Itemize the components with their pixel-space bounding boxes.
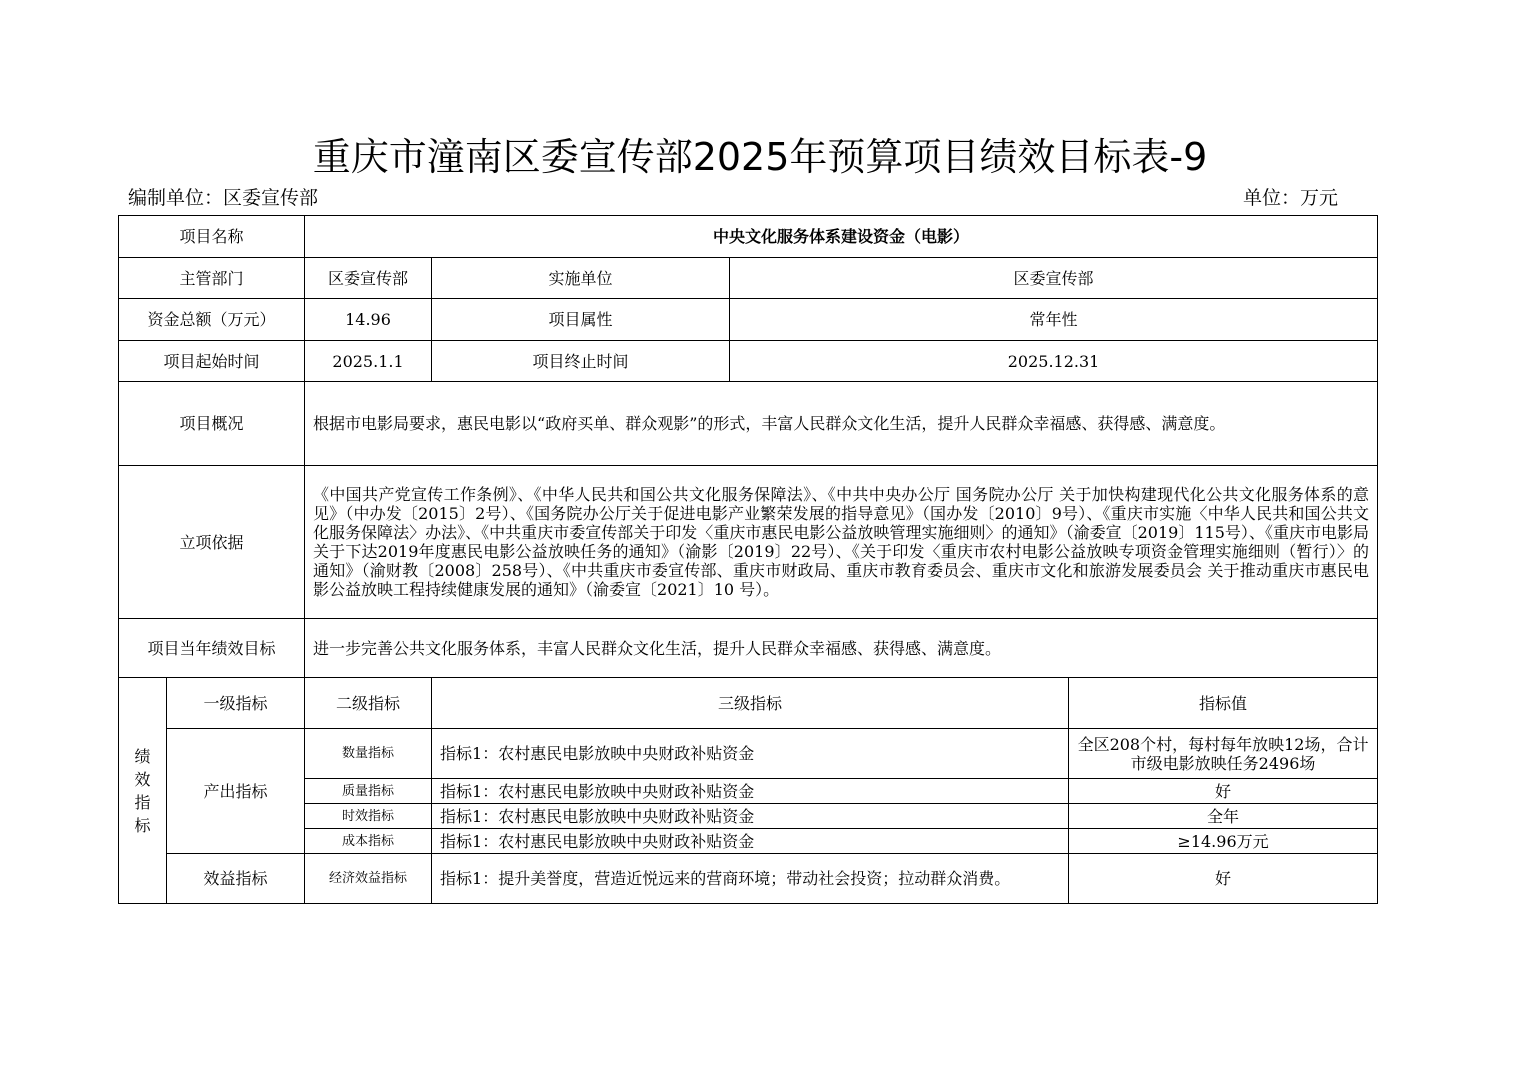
- overview-value: 根据市电影局要求，惠民电影以“政府买单、群众观影”的形式，丰富人民群众文化生活，提升人民群众幸福感、获得感、满意度。: [305, 382, 1378, 466]
- indicator-level2: 经济效益指标: [305, 854, 432, 904]
- row-project-name: [119, 216, 1378, 258]
- side-char: 绩: [134, 746, 151, 766]
- indicator-row: [119, 854, 1378, 904]
- basis-value: 《中国共产党宣传工作条例》、《中华人民共和国公共文化服务保障法》、《中共中央办公厅 国务院办公厅 关于加快构建现代化公共文化服务体系的意见》（中办发〔2015〕2号）、《国务院办公厅关于促进电影产业繁荣发展的指导意见》（国办发〔2010〕9号）、《重庆市实施〈中华人民共和国公共文化服务保障法〉办法》、《中共重庆市委宣传部关于印发〈重庆市惠民电影公益放映管理实施细则〉的通知》（渝委宣〔2019〕115号）、《重庆市电影局关于下达2019年度惠民电影公益放映任务的通知》（渝影〔2019〕22号）、《关于印发〈重庆市农村电影公益放映专项资金管理实施细则（暂行）〉的通知》（渝财教〔2008〕258号）、《中共重庆市委宣传部、重庆市财政局、重庆市教育委员会、重庆市文化和旅游发展委员会 关于推动重庆市惠民电影公益放映工程持续健康发展的通知》（渝委宣〔2021〕10 号）。: [305, 466, 1378, 619]
- indicator-side-label: [119, 678, 167, 904]
- attr-value: 常年性: [730, 299, 1378, 341]
- indicator-row: [119, 804, 1378, 829]
- row-department: [119, 258, 1378, 299]
- project-name-value: 中央文化服务体系建设资金（电影）: [305, 216, 1378, 258]
- indicator-level3: 指标1：农村惠民电影放映中央财政补贴资金: [432, 729, 1069, 779]
- indicator-header-row: [119, 678, 1378, 729]
- end-label: 项目终止时间: [432, 341, 730, 382]
- indicator-level2: 时效指标: [305, 804, 432, 829]
- compile-unit: 编制单位：区委宣传部: [128, 187, 319, 209]
- indicator-level2: 数量指标: [305, 729, 432, 779]
- indicator-value: 好: [1069, 854, 1378, 904]
- indicator-level2: 质量指标: [305, 779, 432, 804]
- indicator-value: ≥14.96万元: [1069, 829, 1378, 854]
- row-goal: [119, 619, 1378, 678]
- start-value: 2025.1.1: [305, 341, 432, 382]
- page-title: 重庆市潼南区委宣传部2025年预算项目绩效目标表-9: [312, 135, 1208, 179]
- performance-table: [118, 215, 1378, 904]
- dept-label: 主管部门: [119, 258, 305, 299]
- side-char: 标: [134, 815, 151, 835]
- start-label: 项目起始时间: [119, 341, 305, 382]
- fund-label: 资金总额（万元）: [119, 299, 305, 341]
- header-value: 指标值: [1069, 678, 1378, 729]
- header-level1: 一级指标: [167, 678, 305, 729]
- benefit-indicator-label: 效益指标: [167, 854, 305, 904]
- side-char: 效: [134, 769, 151, 789]
- project-name-label: 项目名称: [119, 216, 305, 258]
- header-level2: 二级指标: [305, 678, 432, 729]
- row-overview: [119, 382, 1378, 466]
- side-char: 指: [134, 792, 151, 812]
- attr-label: 项目属性: [432, 299, 730, 341]
- output-indicator-label: 产出指标: [167, 729, 305, 854]
- indicator-level2: 成本指标: [305, 829, 432, 854]
- header-level3: 三级指标: [432, 678, 1069, 729]
- goal-label: 项目当年绩效目标: [119, 619, 305, 678]
- impl-label: 实施单位: [432, 258, 730, 299]
- indicator-level3: 指标1：农村惠民电影放映中央财政补贴资金: [432, 829, 1069, 854]
- dept-value: 区委宣传部: [305, 258, 432, 299]
- currency-unit: 单位：万元: [1242, 187, 1338, 209]
- end-value: 2025.12.31: [730, 341, 1378, 382]
- indicator-value: 全区208个村，每村每年放映12场，合计市级电影放映任务2496场: [1069, 729, 1378, 779]
- row-dates: [119, 341, 1378, 382]
- indicator-level3: 指标1：提升美誉度，营造近悦远来的营商环境；带动社会投资；拉动群众消费。: [432, 854, 1069, 904]
- basis-label: 立项依据: [119, 466, 305, 619]
- indicator-value: 好: [1069, 779, 1378, 804]
- row-basis: [119, 466, 1378, 619]
- indicator-row: [119, 829, 1378, 854]
- fund-value: 14.96: [305, 299, 432, 341]
- overview-label: 项目概况: [119, 382, 305, 466]
- goal-value: 进一步完善公共文化服务体系，丰富人民群众文化生活，提升人民群众幸福感、获得感、满意度。: [305, 619, 1378, 678]
- indicator-row: [119, 729, 1378, 779]
- indicator-row: [119, 779, 1378, 804]
- impl-value: 区委宣传部: [730, 258, 1378, 299]
- indicator-level3: 指标1：农村惠民电影放映中央财政补贴资金: [432, 779, 1069, 804]
- indicator-level3: 指标1：农村惠民电影放映中央财政补贴资金: [432, 804, 1069, 829]
- row-fund: [119, 299, 1378, 341]
- indicator-value: 全年: [1069, 804, 1378, 829]
